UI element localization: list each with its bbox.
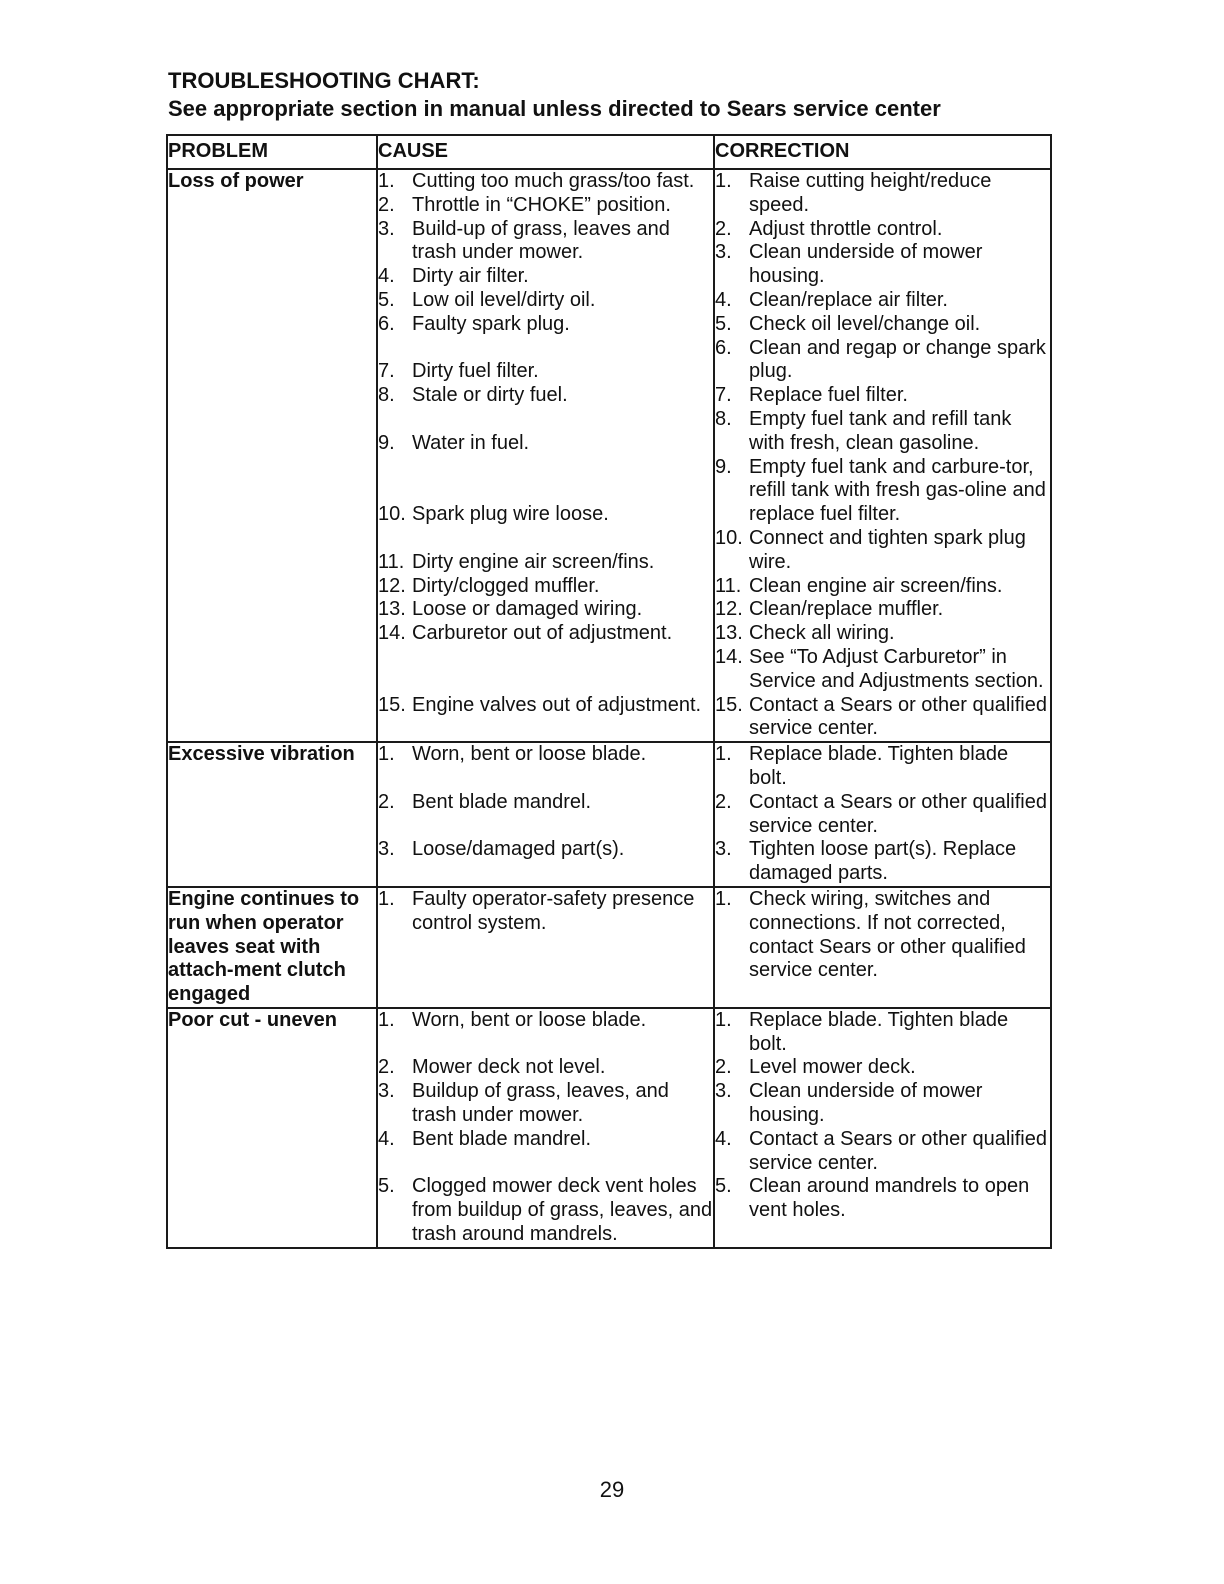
- list-item: [715, 1080, 1050, 1128]
- item-number: 13.: [378, 598, 406, 621]
- item-text: Buildup of grass, leaves, and trash under mower.: [412, 1080, 669, 1127]
- spacer: [378, 815, 713, 839]
- item-number: 2.: [378, 193, 395, 216]
- item-text: Dirty/clogged muffler.: [412, 574, 600, 597]
- item-text: Raise cutting height/reduce speed.: [749, 170, 992, 216]
- item-number: 2.: [715, 790, 732, 813]
- item-number: 8.: [378, 384, 395, 407]
- item-text: Cutting too much grass/too fast.: [412, 170, 695, 192]
- item-number: 3.: [715, 1080, 732, 1103]
- item-text: Dirty air filter.: [412, 265, 529, 288]
- list-item: [715, 527, 1050, 575]
- item-number: 1.: [715, 743, 732, 766]
- item-number: 5.: [715, 312, 732, 335]
- item-text: Level mower deck.: [749, 1056, 916, 1079]
- table-row: [167, 169, 1051, 742]
- column-header-problem: PROBLEM: [167, 135, 377, 169]
- list-item: [378, 265, 713, 289]
- item-number: 2.: [715, 217, 732, 240]
- item-text: Clean/replace air filter.: [749, 288, 948, 311]
- item-number: 15.: [378, 693, 406, 716]
- item-text: Dirty engine air screen/fins.: [412, 550, 655, 573]
- item-text: Clean underside of mower housing.: [749, 1080, 983, 1127]
- list-item: [378, 1009, 713, 1033]
- list-item: [378, 622, 713, 646]
- cause-cell: [377, 1008, 714, 1248]
- list-item: [378, 791, 713, 815]
- item-text: Spark plug wire loose.: [412, 503, 609, 526]
- table-row: [167, 887, 1051, 1008]
- item-text: Loose/damaged part(s).: [412, 838, 625, 861]
- item-text: Carburetor out of adjustment.: [412, 622, 673, 645]
- list-item: [378, 838, 713, 862]
- item-number: 4.: [378, 265, 395, 288]
- spacer: [378, 337, 713, 361]
- list-item: [378, 598, 713, 622]
- item-text: Bent blade mandrel.: [412, 790, 592, 813]
- list-item: [715, 218, 1050, 242]
- correction-cell: [714, 887, 1051, 1008]
- item-number: 1.: [715, 1008, 732, 1031]
- problem-cell: Excessive vibration: [167, 742, 377, 887]
- item-number: 3.: [378, 838, 395, 861]
- item-number: 7.: [715, 384, 732, 407]
- item-text: Engine valves out of adjustment.: [412, 693, 702, 716]
- item-number: 6.: [378, 312, 395, 335]
- item-text: Clean engine air screen/fins.: [749, 574, 1003, 597]
- item-text: Build-up of grass, leaves and trash under mower.: [412, 217, 670, 264]
- item-text: Connect and tighten spark plug wire.: [749, 526, 1026, 573]
- list-item: [715, 1128, 1050, 1176]
- item-text: Faulty spark plug.: [412, 312, 570, 335]
- item-text: Clean/replace muffler.: [749, 598, 944, 621]
- list-item: [715, 694, 1050, 742]
- item-text: Throttle in “CHOKE” position.: [412, 193, 671, 216]
- list-item: [378, 360, 713, 384]
- item-number: 2.: [378, 790, 395, 813]
- item-text: Tighten loose part(s). Replace damaged parts.: [749, 838, 1017, 885]
- list-item: [715, 1056, 1050, 1080]
- list-item: [715, 1175, 1050, 1223]
- item-number: 5.: [715, 1175, 732, 1198]
- page-subtitle: See appropriate section in manual unless directed to Sears service center: [168, 96, 941, 121]
- list-item: [715, 646, 1050, 694]
- spacer: [378, 527, 713, 551]
- item-number: 3.: [715, 838, 732, 861]
- list-item: [715, 170, 1050, 218]
- list-item: [378, 313, 713, 337]
- item-text: Clean around mandrels to open vent holes.: [749, 1175, 1030, 1222]
- list-item: [715, 575, 1050, 599]
- item-number: 4.: [715, 288, 732, 311]
- item-text: Contact a Sears or other qualified service center.: [749, 693, 1047, 740]
- item-text: Check oil level/change oil.: [749, 312, 981, 335]
- item-text: See “To Adjust Carburetor” in Service and Adjustments section.: [749, 645, 1044, 692]
- item-number: 5.: [378, 1175, 395, 1198]
- item-number: 8.: [715, 407, 732, 430]
- table-row: [167, 1008, 1051, 1248]
- problem-cell: Loss of power: [167, 169, 377, 742]
- item-number: 9.: [378, 431, 395, 454]
- list-item: [378, 1128, 713, 1152]
- item-text: Dirty fuel filter.: [412, 360, 539, 383]
- list-item: [715, 241, 1050, 289]
- troubleshooting-table: [166, 134, 1052, 1249]
- problem-cell: Poor cut - uneven: [167, 1008, 377, 1248]
- item-number: 9.: [715, 455, 732, 478]
- item-number: 11.: [378, 550, 405, 573]
- cause-cell: [377, 742, 714, 887]
- list-item: [378, 503, 713, 527]
- item-number: 5.: [378, 288, 395, 311]
- spacer: [378, 1033, 713, 1057]
- item-number: 7.: [378, 360, 395, 383]
- item-text: Water in fuel.: [412, 431, 530, 454]
- column-header-cause: CAUSE: [377, 135, 714, 169]
- item-text: Worn, bent or loose blade.: [412, 1008, 647, 1031]
- item-text: Check all wiring.: [749, 622, 895, 645]
- list-item: [378, 432, 713, 456]
- spacer: [378, 479, 713, 503]
- list-item: [378, 170, 713, 194]
- correction-cell: [714, 742, 1051, 887]
- item-number: 1.: [715, 887, 732, 910]
- item-number: 13.: [715, 622, 743, 645]
- item-text: Loose or damaged wiring.: [412, 598, 643, 621]
- list-item: [378, 194, 713, 218]
- list-item: [715, 888, 1050, 983]
- item-number: 15.: [715, 693, 743, 716]
- item-number: 10.: [378, 503, 406, 526]
- list-item: [378, 888, 713, 936]
- item-text: Contact a Sears or other qualified service center.: [749, 1127, 1047, 1174]
- cause-cell: [377, 887, 714, 1008]
- list-item: [378, 384, 713, 408]
- item-text: Clean and regap or change spark plug.: [749, 336, 1046, 383]
- item-text: Empty fuel tank and carbure-tor, refill tank with fresh gas-oline and replace fuel filter.: [749, 455, 1046, 526]
- item-number: 3.: [378, 217, 395, 240]
- item-text: Replace blade. Tighten blade bolt.: [749, 743, 1009, 789]
- list-item: [378, 575, 713, 599]
- item-text: Stale or dirty fuel.: [412, 384, 568, 407]
- item-number: 12.: [378, 574, 406, 597]
- item-text: Empty fuel tank and refill tank with fresh, clean gasoline.: [749, 407, 1012, 454]
- page-title: TROUBLESHOOTING CHART:: [168, 68, 480, 93]
- cause-cell: [377, 169, 714, 742]
- item-number: 4.: [715, 1127, 732, 1150]
- list-item: [378, 1080, 713, 1128]
- list-item: [715, 622, 1050, 646]
- item-text: Mower deck not level.: [412, 1056, 606, 1079]
- spacer: [378, 670, 713, 694]
- list-item: [715, 456, 1050, 527]
- item-number: 14.: [715, 645, 743, 668]
- item-number: 10.: [715, 526, 743, 549]
- item-text: Adjust throttle control.: [749, 217, 943, 240]
- column-header-correction: CORRECTION: [714, 135, 1051, 169]
- item-text: Worn, bent or loose blade.: [412, 743, 647, 766]
- item-number: 1.: [715, 170, 732, 192]
- list-item: [378, 694, 713, 718]
- list-item: [378, 218, 713, 266]
- list-item: [715, 289, 1050, 313]
- list-item: [715, 791, 1050, 839]
- item-number: 3.: [378, 1080, 395, 1103]
- table-header-row: [167, 135, 1051, 169]
- item-number: 1.: [378, 1008, 395, 1031]
- list-item: [378, 1056, 713, 1080]
- spacer: [378, 767, 713, 791]
- spacer: [378, 456, 713, 480]
- item-text: Replace blade. Tighten blade bolt.: [749, 1008, 1009, 1055]
- item-number: 6.: [715, 336, 732, 359]
- list-item: [715, 384, 1050, 408]
- list-item: [715, 337, 1050, 385]
- item-text: Check wiring, switches and connections. If not corrected, contact Sears or other qualified service center.: [749, 887, 1026, 982]
- list-item: [715, 598, 1050, 622]
- item-text: Contact a Sears or other qualified service center.: [749, 790, 1047, 837]
- item-text: Faulty operator-safety presence control system.: [412, 887, 695, 934]
- list-item: [378, 743, 713, 767]
- spacer: [378, 408, 713, 432]
- list-item: [715, 1009, 1050, 1057]
- list-item: [378, 289, 713, 313]
- item-text: Low oil level/dirty oil.: [412, 288, 596, 311]
- correction-cell: [714, 1008, 1051, 1248]
- list-item: [715, 838, 1050, 886]
- item-text: Clogged mower deck vent holes from buildup of grass, leaves, and trash around mandrels.: [412, 1175, 713, 1246]
- item-number: 1.: [378, 887, 395, 910]
- item-text: Clean underside of mower housing.: [749, 241, 983, 288]
- item-text: Replace fuel filter.: [749, 384, 908, 407]
- spacer: [378, 646, 713, 670]
- item-text: Bent blade mandrel.: [412, 1127, 592, 1150]
- spacer: [378, 1152, 713, 1176]
- list-item: [715, 408, 1050, 456]
- item-number: 11.: [715, 574, 742, 597]
- correction-cell: [714, 169, 1051, 742]
- item-number: 2.: [378, 1056, 395, 1079]
- list-item: [378, 551, 713, 575]
- item-number: 2.: [715, 1056, 732, 1079]
- item-number: 12.: [715, 598, 743, 621]
- list-item: [378, 1175, 713, 1246]
- problem-cell: Engine continues to run when operator leaves seat with attach-ment clutch engaged: [167, 887, 377, 1008]
- item-number: 1.: [378, 743, 395, 766]
- item-number: 3.: [715, 241, 732, 264]
- item-number: 4.: [378, 1127, 395, 1150]
- list-item: [715, 313, 1050, 337]
- list-item: [715, 743, 1050, 791]
- page-number: 29: [599, 1477, 625, 1502]
- item-number: 14.: [378, 622, 406, 645]
- item-number: 1.: [378, 170, 395, 192]
- table-row: [167, 742, 1051, 887]
